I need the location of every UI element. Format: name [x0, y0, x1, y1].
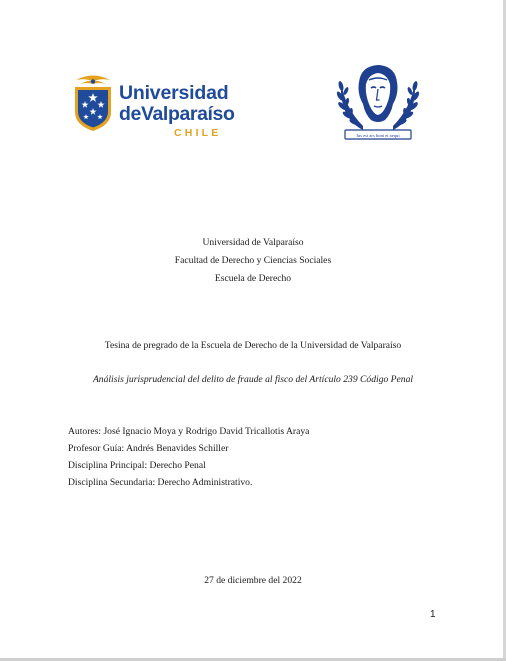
school-name: Escuela de Derecho [214, 273, 292, 284]
thesis-title: Análisis jurisprudencial del delito de fraude al fisco del Artículo 239 Código Penal [92, 374, 414, 385]
authors-line: Autores: José Ignacio Moya y Rodrigo David Tricallotis Araya [68, 426, 310, 437]
university-logo [72, 72, 235, 139]
faculty-name: Facultad de Derecho y Ciencias Sociales [174, 255, 332, 266]
primary-discipline-line: Disciplina Principal: Derecho Penal [68, 460, 206, 471]
advisor-line: Profesor Guía: Andrés Benavides Schiller [68, 443, 229, 454]
thesis-type: Tesina de pregrado de la Escuela de Derecho de la Universidad de Valparaíso [104, 340, 402, 351]
secondary-discipline-line: Disciplina Secundaria: Derecho Administrativo. [68, 477, 253, 488]
page-number: 1 [430, 609, 436, 620]
document-date: 27 de diciembre del 2022 [204, 575, 302, 586]
logo-line-universidad: Universidad [119, 82, 229, 104]
uv-shield-icon [72, 72, 114, 132]
faculty-seal-icon [333, 60, 423, 144]
seal-motto: Ius est ars boni et aequi [356, 132, 400, 138]
logo-line-valparaiso: deValparaíso [119, 102, 235, 125]
institution-name: Universidad de Valparaíso [202, 237, 304, 248]
university-wordmark [119, 84, 235, 139]
logo-line-chile: CHILE [174, 127, 222, 139]
